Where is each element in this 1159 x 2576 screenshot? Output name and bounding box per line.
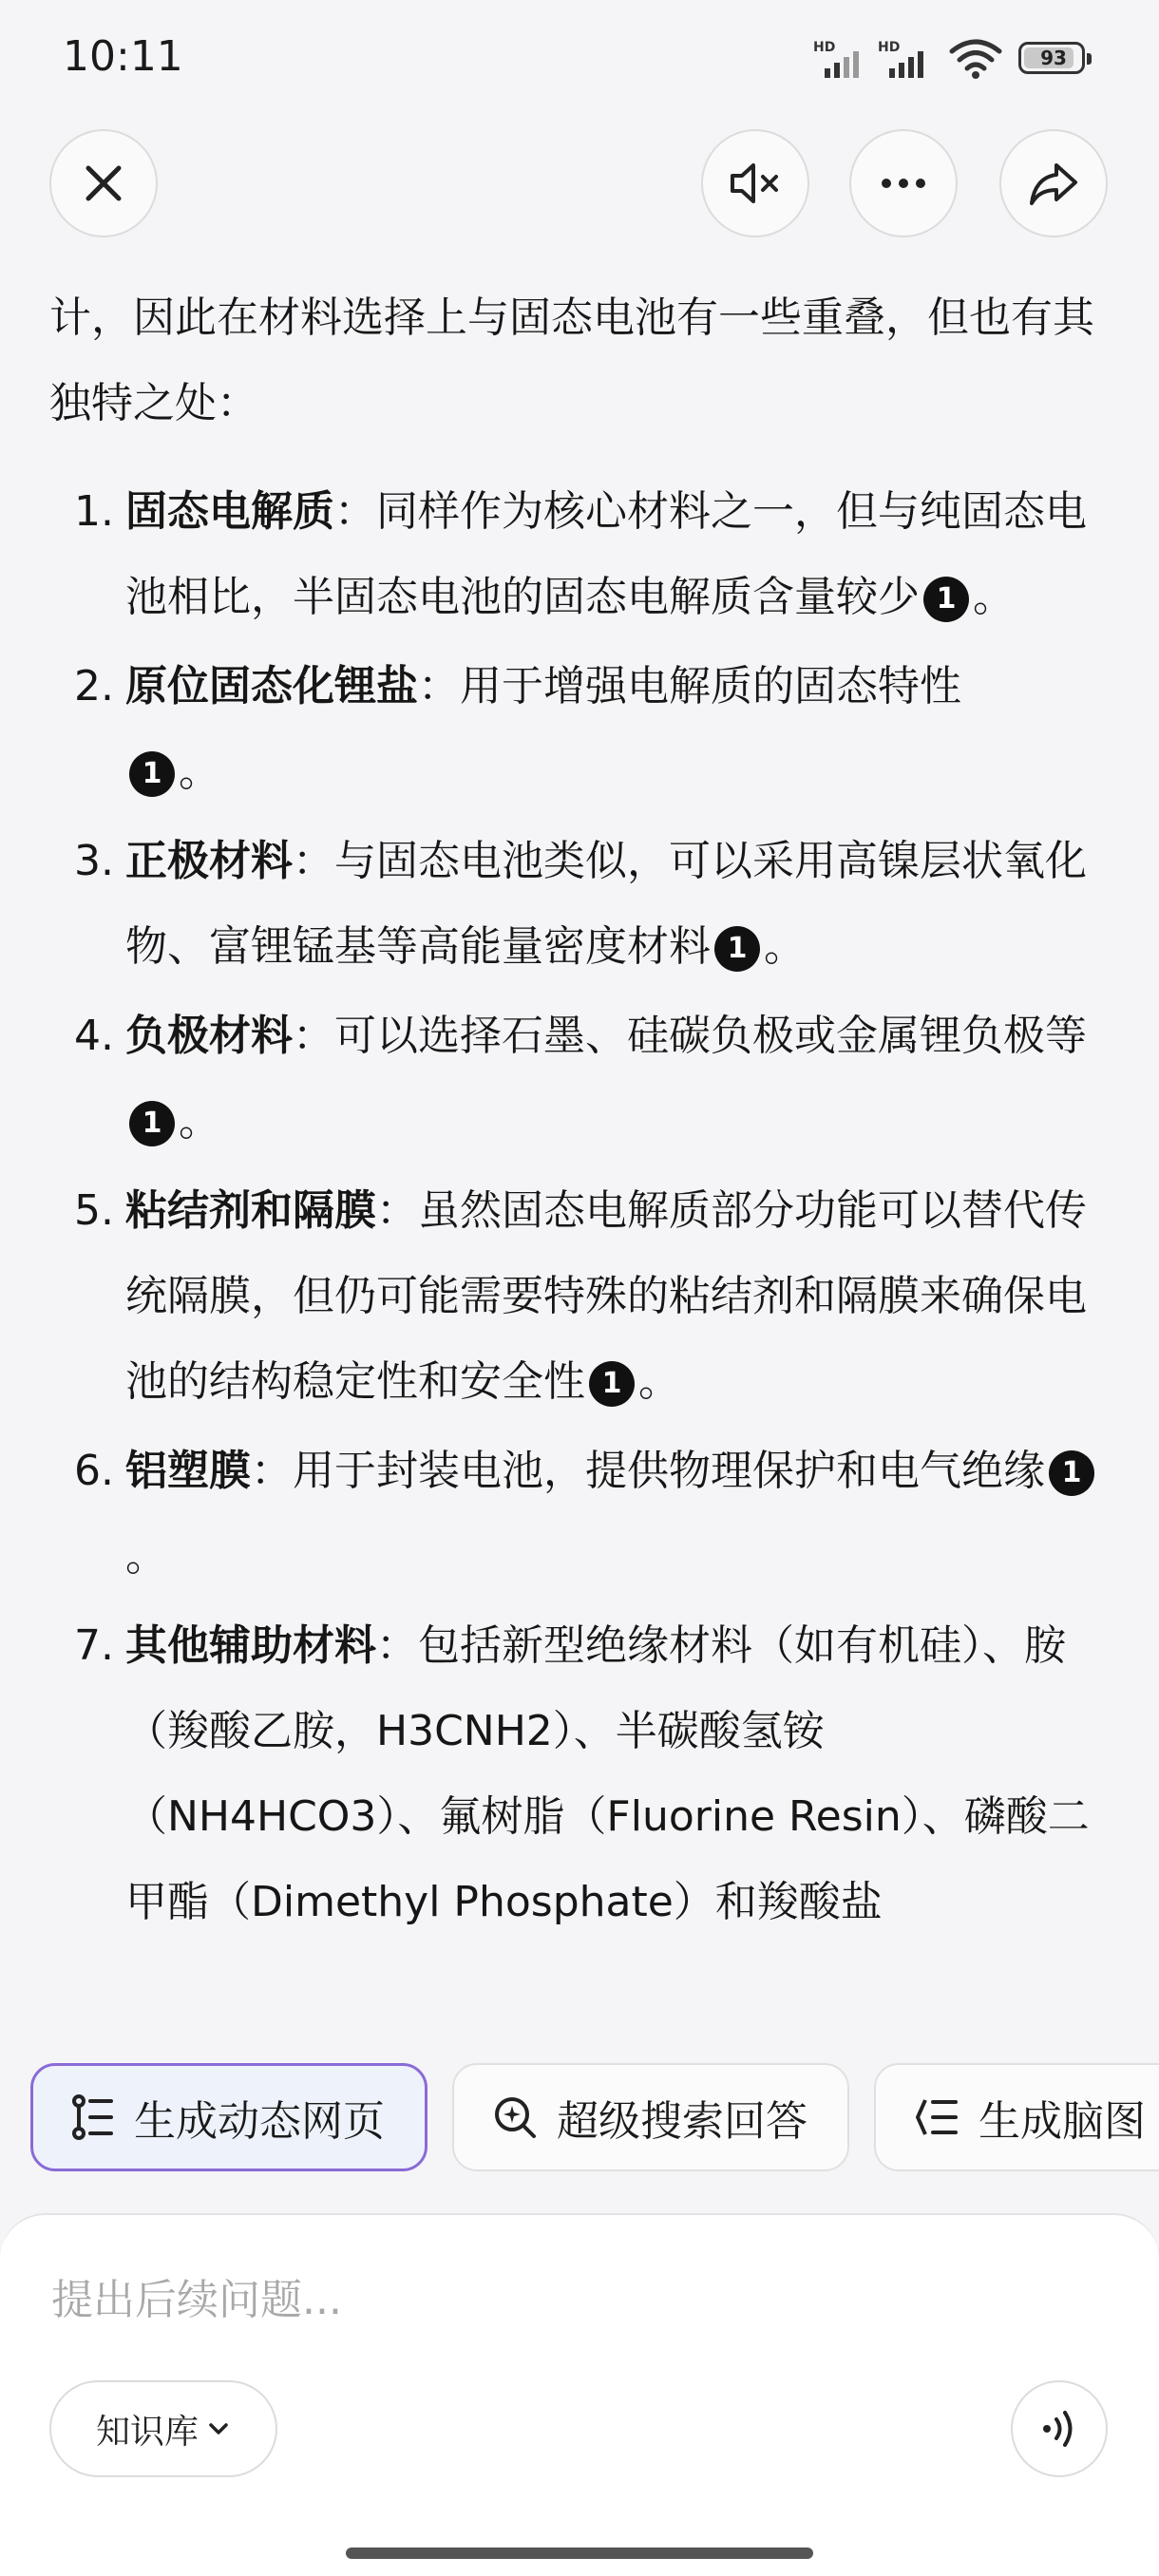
suggestion-chips: [30, 2063, 1159, 2175]
answer-content: [49, 275, 1113, 1949]
list-text: ：虽然固态电解质部分功能可以替代传统隔膜，但仍可能需要特殊的粘结剂和隔膜来确保电池的结构稳定性和安全性: [125, 1186, 1087, 1406]
knowledge-base-label: 知识库: [95, 2412, 199, 2452]
list-text: ：可以选择石墨、硅碳负极或金属锂负极等: [293, 1012, 1087, 1060]
home-indicator: [346, 2548, 813, 2559]
knowledge-base-button[interactable]: [49, 2380, 277, 2477]
list-item: 3. 正极材料：与固态电池类似，可以采用高镍层状氧化物、富锂锰基等高能量密度材料 1 。: [49, 819, 1113, 990]
list-item: 5. 粘结剂和隔膜：虽然固态电解质部分功能可以替代传统隔膜，但仍可能需要特殊的粘结剂和隔膜来确保电池的结构稳定性和安全性 1 。: [49, 1168, 1113, 1425]
more-options-button[interactable]: [849, 129, 958, 237]
close-icon: [83, 162, 124, 204]
status-bar: [0, 0, 1159, 114]
chip-label: 超级搜索回答: [557, 2097, 808, 2146]
list-term: 正极材料: [125, 837, 293, 885]
citation-badge[interactable]: 1: [589, 1361, 635, 1407]
list-term: 其他辅助材料: [125, 1621, 376, 1670]
list-item: 4. 负极材料：可以选择石墨、硅碳负极或金属锂负极等1 。: [49, 994, 1113, 1165]
webpage-outline-icon: [71, 2093, 115, 2141]
citation-badge[interactable]: 1: [129, 751, 175, 797]
more-horizontal-icon: [880, 177, 927, 190]
chevron-down-icon: [206, 2420, 231, 2437]
voice-wave-icon: [1037, 2407, 1081, 2451]
list-number: 3.: [74, 837, 114, 885]
list-term: 铝塑膜: [125, 1447, 251, 1495]
followup-input[interactable]: [49, 2261, 1003, 2339]
citation-badge[interactable]: 1: [714, 926, 760, 972]
materials-list: [49, 469, 1113, 1945]
list-item: [49, 1603, 1113, 1945]
status-time: 10:11: [63, 32, 183, 81]
citation-badge[interactable]: 1: [923, 577, 969, 622]
list-term: 负极材料: [125, 1012, 293, 1060]
list-number: 5.: [74, 1186, 114, 1235]
battery-level: 93: [1040, 47, 1067, 69]
list-text: ：用于增强电解质的固态特性: [418, 662, 961, 710]
search-sparkle-icon: [492, 2094, 538, 2140]
list-text: ：包括新型绝缘材料（如有机硅）、胺（羧酸乙胺，H3CNH2）、半碳酸氢铵（NH4HCO3）、氟树脂（Fluorine Resin）、磷酸二甲酯（Dimethyl Phosphate）和羧酸盐: [125, 1621, 1090, 1926]
list-item: 2. 原位固态化锂盐：用于增强电解质的固态特性 1 。: [49, 644, 1113, 815]
list-number: 7.: [74, 1621, 114, 1670]
chip-label: 生成动态网页: [134, 2097, 385, 2146]
cellular-signal-icon-2: HD: [878, 40, 935, 78]
close-button[interactable]: [49, 129, 158, 237]
list-number: 1.: [74, 487, 114, 536]
chip-generate-mindmap[interactable]: [874, 2063, 1159, 2171]
speaker-mute-icon: [727, 160, 784, 207]
list-term: 原位固态化锂盐: [125, 662, 418, 710]
list-item: 6. 铝塑膜：用于封装电池，提供物理保护和电气绝缘 1。: [49, 1429, 1113, 1600]
list-number: 4.: [74, 1012, 114, 1060]
mute-button[interactable]: [701, 129, 809, 237]
voice-input-button[interactable]: [1011, 2380, 1108, 2477]
list-item: 1. 固态电解质：同样作为核心材料之一，但与纯固态电池相比，半固态电池的固态电解质含量较少 1 。: [49, 469, 1113, 640]
wifi-icon: [948, 38, 1003, 80]
composer-panel: [0, 2213, 1159, 2576]
intro-paragraph: 计，因此在材料选择上与固态电池有一些重叠，但也有其独特之处：: [49, 294, 1094, 427]
citation-badge[interactable]: 1: [1049, 1450, 1094, 1496]
list-number: 2.: [74, 662, 114, 710]
list-number: 6.: [74, 1447, 114, 1495]
list-text: ：同样作为核心材料之一，但与纯固态电池相比，半固态电池的固态电解质含量较少: [125, 487, 1087, 621]
share-icon: [1028, 160, 1079, 207]
share-button[interactable]: [999, 129, 1108, 237]
chip-generate-webpage[interactable]: [30, 2063, 428, 2171]
chip-label: 生成脑图: [978, 2097, 1146, 2146]
battery-icon: [1018, 42, 1085, 74]
cellular-signal-icon: HD: [813, 40, 870, 78]
list-term: 固态电解质: [125, 487, 334, 536]
list-term: 粘结剂和隔膜: [125, 1186, 376, 1235]
citation-badge[interactable]: 1: [129, 1101, 175, 1146]
mindmap-icon: [914, 2094, 960, 2140]
chip-super-search[interactable]: [452, 2063, 849, 2171]
list-text: ：用于封装电池，提供物理保护和电气绝缘: [251, 1447, 1045, 1495]
list-text: ：与固态电池类似，可以采用高镍层状氧化物、富锂锰基等高能量密度材料: [125, 837, 1087, 971]
